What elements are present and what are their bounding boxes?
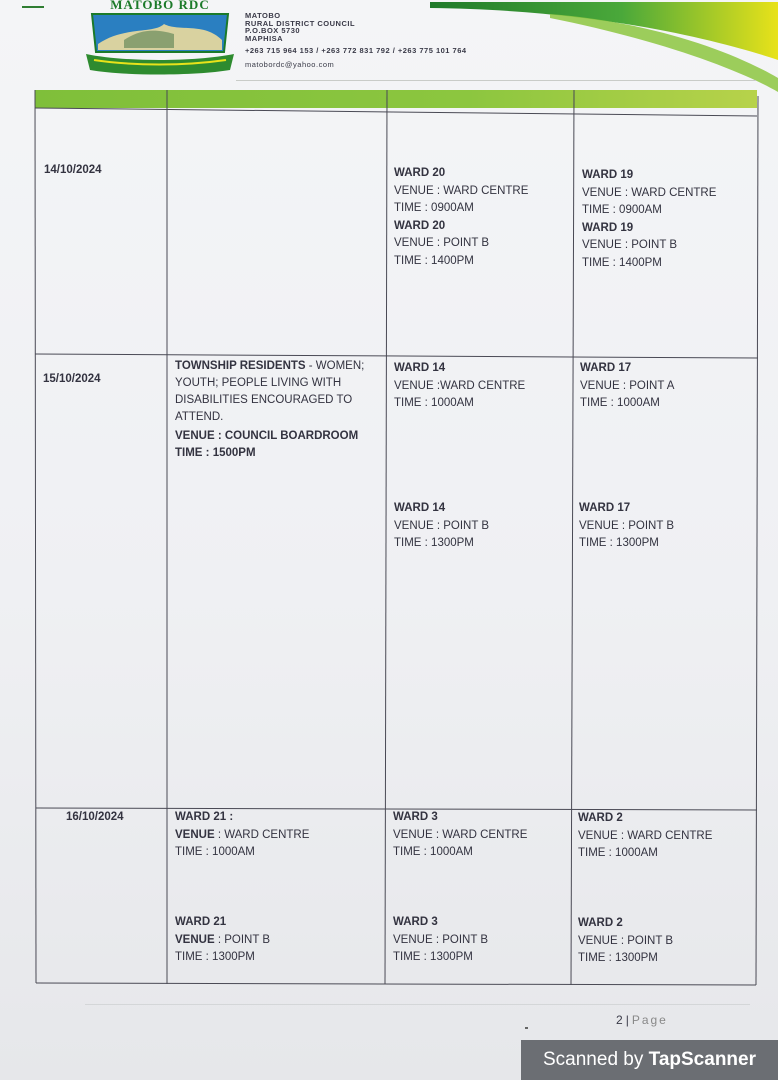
township-desc: DISABILITIES ENCOURAGED TO [175,394,353,406]
township-desc: YOUTH; PEOPLE LIVING WITH [175,377,342,389]
venue-line: VENUE : COUNCIL BOARDROOM [175,430,359,442]
venue-line: VENUE : POINT B [578,934,674,947]
venue-line: VENUE : POINT B [394,519,490,532]
ward-schedule-cell [175,809,309,862]
venue-line: VENUE : WARD CENTRE [394,184,529,197]
ward-label: WARD 19 [582,221,634,234]
time-line: TIME : 1400PM [582,256,662,269]
ward-label: WARD 2 [578,917,623,929]
venue-line: VENUE : POINT B [175,933,271,946]
email-address: matobordc@yahoo.com [245,59,335,69]
venue-line: VENUE : POINT B [582,239,678,251]
time-line: TIME : 1300PM [175,951,255,963]
ward-label: WARD 21 : [175,811,234,823]
time-line: TIME : 1500PM [175,447,256,459]
township-desc: ATTEND. [175,411,224,423]
time-line: TIME : 1000AM [393,846,473,858]
ward-schedule-cell [394,165,528,270]
org-subtitle: RURAL DISTRICT COUNCIL [245,18,356,28]
time-line: TIME : 1300PM [394,537,474,549]
township-heading: TOWNSHIP RESIDENTS - WOMEN; [175,360,365,372]
time-line: TIME : 0900AM [394,202,474,214]
ward-schedule-cell [394,500,489,553]
ward-schedule-cell [393,914,488,967]
ward-label: WARD 20 [394,167,446,179]
venue-line: VENUE : POINT B [394,237,490,249]
logo-text: MATOBO RDC [110,0,210,12]
ward-label: WARD 17 [580,362,632,374]
scanner-watermark: Scanned by TapScanner [521,1040,778,1080]
row-date: 15/10/2024 [43,373,101,385]
venue-line: VENUE : WARD CENTRE [578,829,713,842]
time-line: TIME : 1000AM [578,847,658,859]
venue-line: VENUE : POINT B [579,519,675,532]
ward-label: WARD 3 [393,916,438,928]
ward-schedule-cell [394,360,525,413]
ward-schedule-cell [580,360,674,413]
time-line: TIME : 1000AM [394,397,474,409]
ward-schedule-cell [393,809,527,862]
time-line: TIME : 1000AM [580,397,660,409]
ward-schedule-cell [579,500,674,553]
ward-schedule-cell [578,810,712,863]
ward-label: WARD 2 [578,812,623,824]
venue-line: VENUE : POINT A [580,379,675,392]
phone-numbers: +263 715 964 153 / +263 772 831 792 / +263 775 101 764 [245,46,467,55]
speck [525,1027,528,1029]
po-box: P.O.BOX 5730 [245,26,301,35]
ward-schedule-cell [578,915,673,968]
ward-schedule-cell [175,914,270,967]
time-line: TIME : 0900AM [582,204,662,216]
row-date: 14/10/2024 [44,164,102,176]
row-date: 16/10/2024 [66,811,124,823]
org-name: MATOBO [245,11,281,20]
time-line: TIME : 1400PM [394,254,474,267]
town: MAPHISA [245,33,284,43]
venue-line: VENUE :WARD CENTRE [394,379,526,392]
ward-label: WARD 17 [579,502,631,514]
venue-line: VENUE : WARD CENTRE [393,828,528,841]
venue-line: VENUE : WARD CENTRE [175,828,310,841]
ward-label: WARD 19 [582,169,634,181]
time-line: TIME : 1300PM [393,951,473,963]
time-line: TIME : 1300PM [578,952,658,964]
ward-label: WARD 20 [394,219,446,232]
ward-label: WARD 21 [175,916,227,928]
footer-divider [85,1004,750,1005]
time-line: TIME : 1300PM [579,537,659,549]
ward-schedule-cell [582,167,716,272]
time-line: TIME : 1000AM [175,846,255,858]
ward-label: WARD 14 [394,362,446,374]
page-number: 2 | Page [616,1013,668,1027]
ward-label: WARD 3 [393,811,438,823]
ward-label: WARD 14 [394,502,446,514]
venue-line: VENUE : POINT B [393,933,489,946]
venue-line: VENUE : WARD CENTRE [582,186,717,199]
township-meeting-cell [175,358,364,462]
